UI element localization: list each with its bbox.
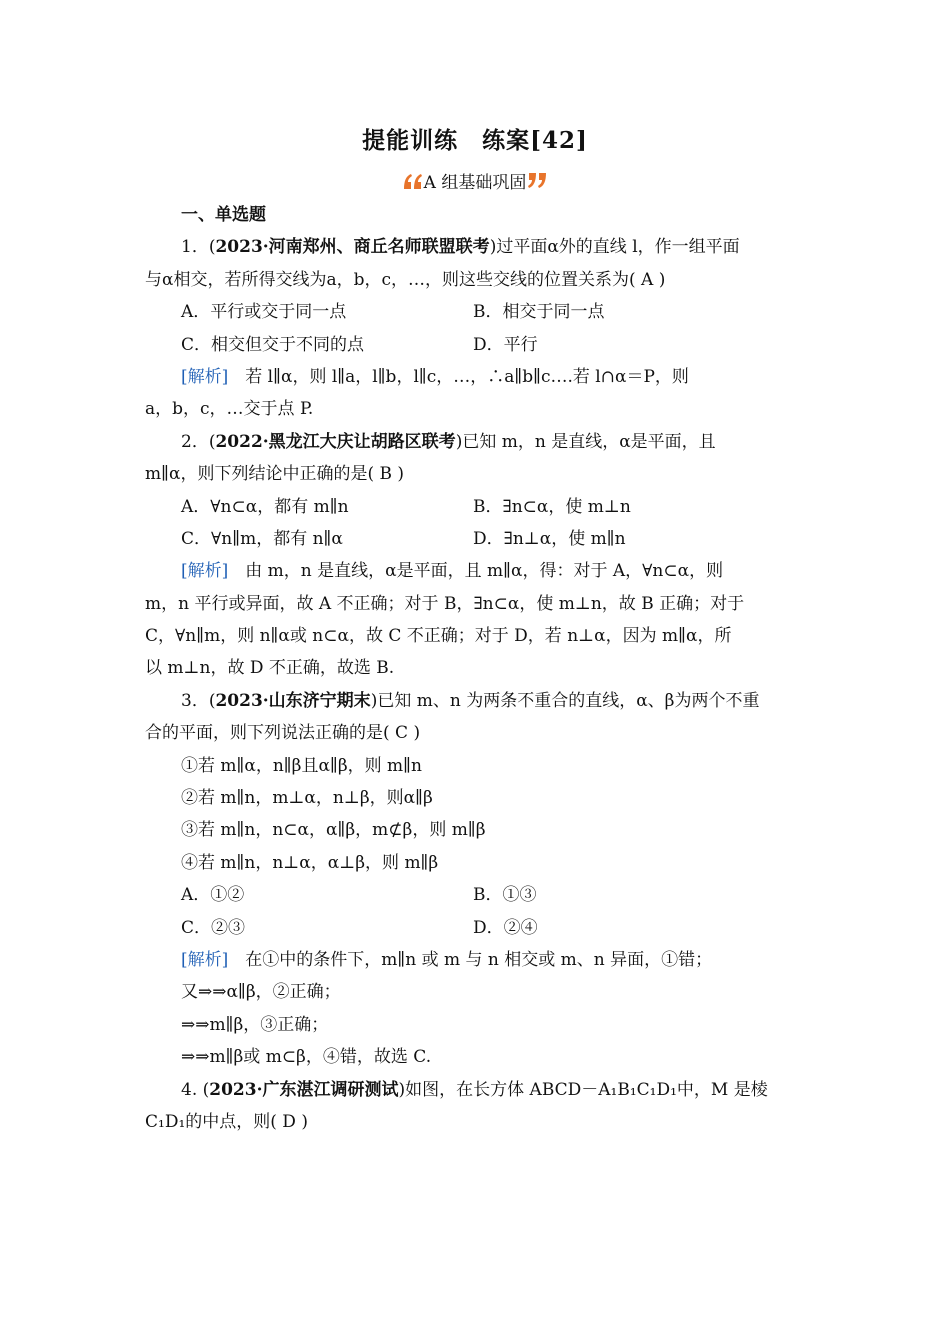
- question-source: 2022·黑龙江大庆让胡路区联考: [215, 431, 456, 452]
- option-a: A．①②: [181, 885, 245, 906]
- question-source: 2023·广东湛江调研测试: [209, 1079, 399, 1100]
- analysis-2-line-4: 以 m⊥n，故 D 不正确，故选 B.: [145, 658, 395, 679]
- option-a: A．平行或交于同一点: [181, 302, 347, 323]
- analysis-3-line-2: 又⇒⇒α∥β，②正确；: [181, 982, 341, 1003]
- question-2-options-row-2: [145, 523, 805, 555]
- question-4-line-1: 4. (2023·广东湛江调研测试)如图，在长方体 ABCD－A₁B₁C₁D₁中，M 是棱: [181, 1079, 768, 1100]
- analysis-2-line-1: [解析] 由 m，n 是直线，α是平面，且 m∥α，得：对于 A，∀n⊂α，则: [181, 561, 724, 582]
- question-3-line-1: 3．(2023·山东济宁期末)已知 m、n 为两条不重合的直线，α、β为两个不重: [181, 690, 760, 711]
- statement-3: ③若 m∥n，n⊂α，α∥β，m⊄β，则 m∥β: [181, 820, 486, 841]
- question-source: 2023·河南郑州、商丘名师联盟联考: [215, 237, 490, 258]
- question-1-line-2: 与α相交，若所得交线为a，b，c，…，则这些交线的位置关系为( A ): [145, 269, 666, 290]
- question-1-options-row-1: [145, 296, 805, 328]
- question-1-line-1: 1．(2023·河南郑州、商丘名师联盟联考)过平面α外的直线 l，作一组平面: [181, 237, 740, 258]
- analysis-3-line-1: [解析] 在①中的条件下，m∥n 或 m 与 n 相交或 m、n 异面，①错；: [181, 949, 713, 970]
- analysis-tag: [解析]: [181, 366, 229, 387]
- analysis-tag: [解析]: [181, 949, 229, 970]
- statement-2: ②若 m∥n，m⊥α，n⊥β，则α∥β: [181, 788, 433, 809]
- analysis-3-line-4: ⇒⇒m∥β或 m⊂β，④错，故选 C.: [181, 1047, 432, 1068]
- analysis-2-line-3: C，∀n∥m，则 n∥α或 n⊂α，故 C 不正确；对于 D，若 n⊥α，因为 m∥α，所: [145, 626, 732, 647]
- option-c: C．②③: [181, 917, 246, 938]
- section-heading: 一、单选题: [181, 205, 266, 225]
- question-3-options-row-2: [145, 912, 805, 944]
- exercise-content: [145, 199, 805, 1138]
- option-b: B．①③: [473, 885, 537, 906]
- option-d: D．平行: [473, 334, 538, 355]
- option-a: A．∀n⊂α，都有 m∥n: [181, 496, 349, 517]
- analysis-2-line-2: m，n 平行或异面，故 A 不正确；对于 B，∃n⊂α，使 m⊥n，故 B 正确；对于: [145, 593, 745, 614]
- option-b: B．相交于同一点: [473, 302, 605, 323]
- option-d: D．②④: [473, 917, 538, 938]
- left-quote-icon: [402, 171, 424, 191]
- question-3-line-2: 合的平面，则下列说法正确的是( C ): [145, 723, 421, 744]
- question-3-options-row-1: [145, 879, 805, 911]
- question-2-line-2: m∥α，则下列结论中正确的是( B ): [145, 464, 405, 485]
- question-4-line-2: C₁D₁的中点，则( D ): [145, 1111, 308, 1132]
- analysis-3-line-3: ⇒⇒m∥β，③正确；: [181, 1014, 329, 1035]
- option-c: C．相交但交于不同的点: [181, 334, 365, 355]
- question-2-options-row-1: [145, 491, 805, 523]
- option-c: C．∀n∥m，都有 n∥α: [181, 528, 343, 549]
- option-d: D．∃n⊥α，使 m∥n: [473, 528, 626, 549]
- analysis-1-line-2: a，b，c，…交于点 P.: [145, 399, 314, 420]
- option-b: B．∃n⊂α，使 m⊥n: [473, 496, 631, 517]
- analysis-tag: [解析]: [181, 561, 229, 582]
- group-heading: [0, 168, 950, 193]
- analysis-1-line-1: [解析] 若 l∥α，则 l∥a，l∥b，l∥c，…，∴a∥b∥c….若 l∩α＝P，则: [181, 366, 689, 387]
- statement-4: ④若 m∥n，n⊥α，α⊥β，则 m∥β: [181, 852, 439, 873]
- page-title: 提能训练 练案[42]: [362, 127, 588, 154]
- statement-1: ①若 m∥α，n∥β且α∥β，则 m∥n: [181, 755, 422, 776]
- question-1-options-row-2: [145, 329, 805, 361]
- right-quote-icon: [526, 171, 548, 191]
- group-label: A 组基础巩固: [423, 173, 527, 193]
- question-source: 2023·山东济宁期末: [215, 690, 371, 711]
- question-2-line-1: 2．(2022·黑龙江大庆让胡路区联考)已知 m，n 是直线，α是平面，且: [181, 431, 716, 452]
